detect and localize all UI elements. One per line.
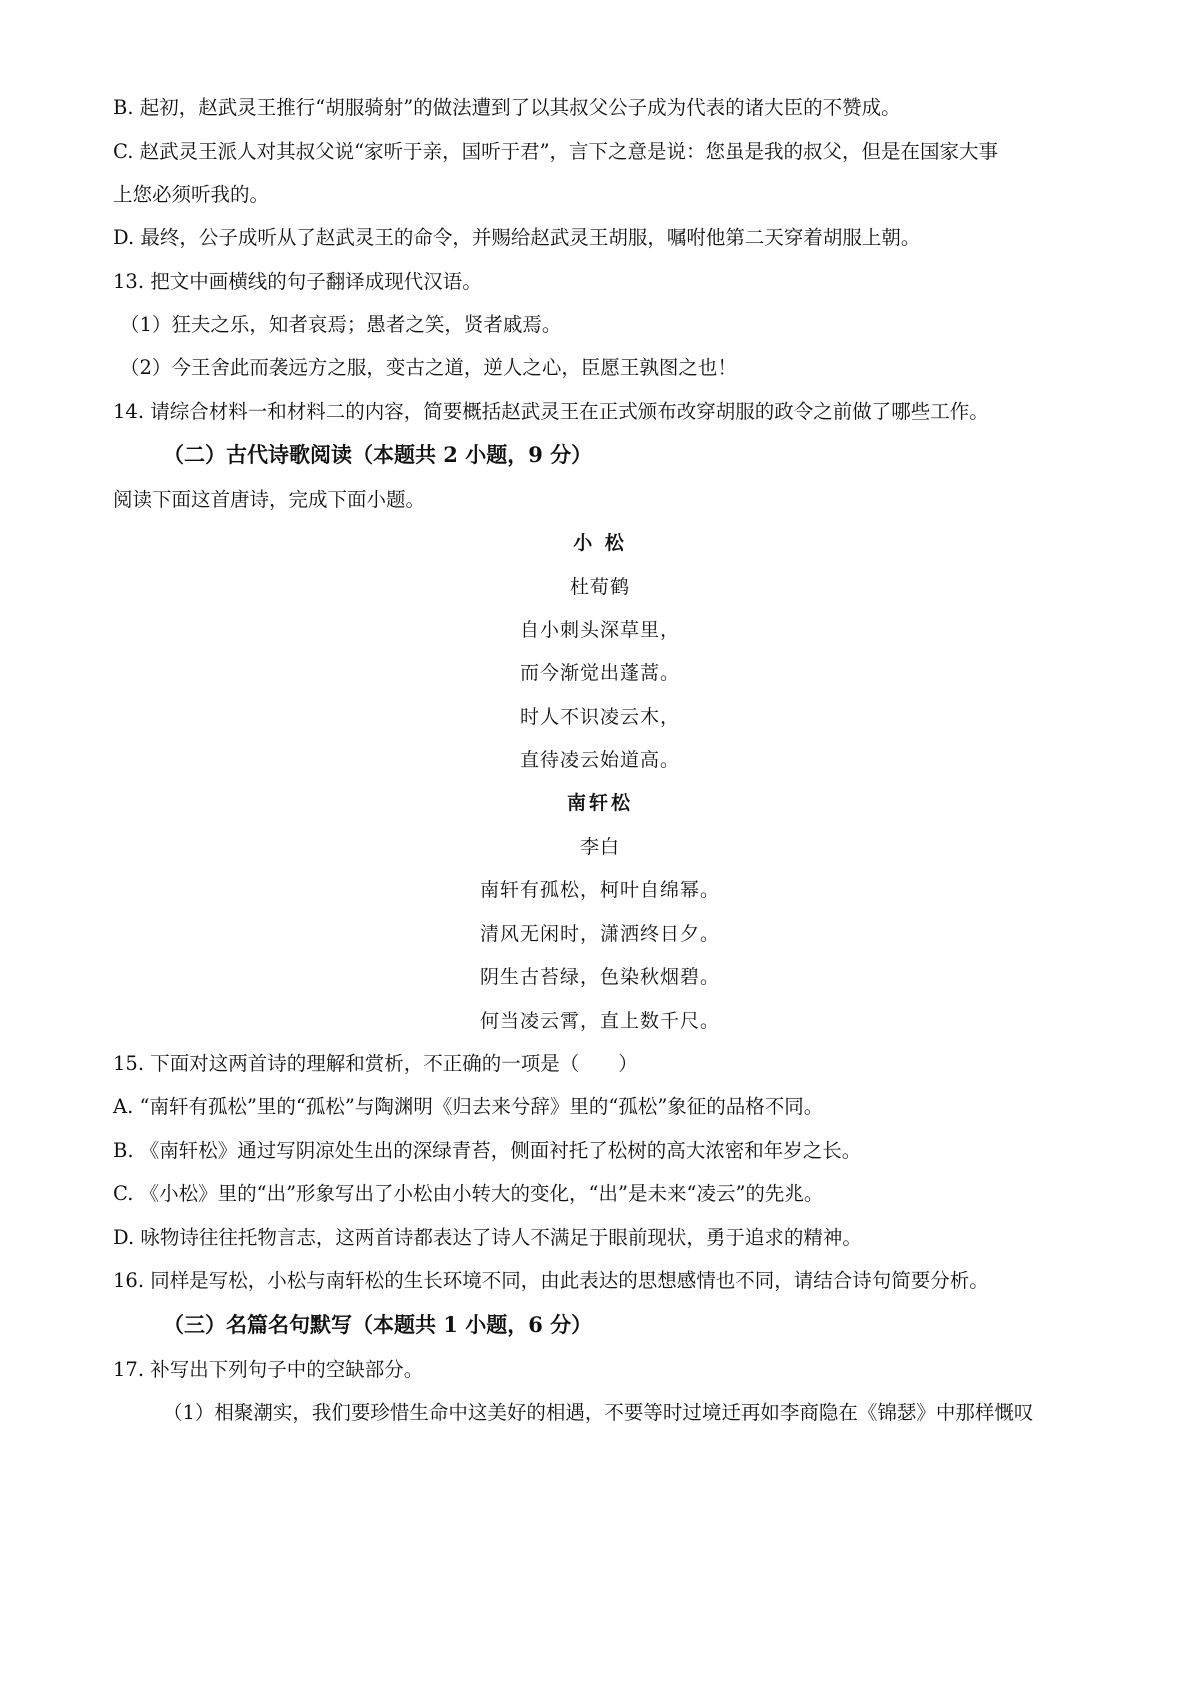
q12-option-c-line1: C. 赵武灵王派人对其叔父说“家听于亲，国听于君”，言下之意是说：您虽是我的叔父，但是在国家大事 [113,140,999,163]
q17-stem: 17. 补写出下列句子中的空缺部分。 [113,1358,424,1381]
q15-option-a: A. “南轩有孤松”里的“孤松”与陶渊明《归去来兮辞》里的“孤松”象征的品格不同。 [113,1095,824,1118]
poem1-title: 小 松 [573,532,627,554]
q15-option-c: C. 《小松》里的“出”形象写出了小松由小转大的变化，“出”是未来“凌云”的先兆。 [113,1182,824,1205]
q13-item2: （2）今王舍此而袭远方之服，变古之道，逆人之心，臣愿王孰图之也！ [120,356,737,379]
poem2-author: 李白 [579,836,620,858]
poem1-line: 而今渐觉出蓬蒿。 [519,662,680,684]
section2-heading: （二）古代诗歌阅读（本题共 2 小题，9 分） [163,442,593,467]
q15-option-d: D. 咏物诗往往托物言志，这两首诗都表达了诗人不满足于眼前现状，勇于追求的精神。 [113,1226,862,1249]
q16-stem: 16. 同样是写松，小松与南轩松的生长环境不同，由此表达的思想感情也不同，请结合诗句简要分析。 [113,1269,989,1292]
section3-heading: （三）名篇名句默写（本题共 1 小题，6 分） [163,1312,593,1337]
poem2-line: 清风无闲时，潇洒终日夕。 [479,923,720,945]
q17-item1: （1）相聚潮实，我们要珍惜生命中这美好的相遇，不要等时过境迁再如李商隐在《锦瑟》中那样慨叹 [163,1401,1034,1424]
poem1-line: 直待凌云始道高。 [519,749,680,771]
q12-option-b: B. 起初，赵武灵王推行“胡服骑射”的做法遭到了以其叔父公子成为代表的诸大臣的不赞成。 [113,96,901,119]
poem1-line: 时人不识凌云木， [519,706,680,728]
q13-stem: 13. 把文中画横线的句子翻译成现代汉语。 [113,270,482,293]
poem2-line: 何当凌云霄，直上数千尺。 [479,1010,720,1032]
q14-stem: 14. 请综合材料一和材料二的内容，简要概括赵武灵王在正式颁布改穿胡服的政令之前做了哪些工作。 [113,400,989,423]
poem2-line: 阴生古苔绿，色染秋烟碧。 [479,966,720,988]
section2-instruction: 阅读下面这首唐诗，完成下面小题。 [113,488,426,511]
poem1-author: 杜荀鹤 [569,576,630,598]
q12-option-d: D. 最终，公子成听从了赵武灵王的命令，并赐给赵武灵王胡服，嘱咐他第二天穿着胡服上朝。 [113,226,921,249]
poem2-title: 南轩松 [566,792,633,814]
q13-item1: （1）狂夫之乐，知者哀焉；愚者之笑，贤者戚焉。 [120,313,562,336]
poem2-line: 南轩有孤松，柯叶自绵幂。 [479,879,720,901]
q15-option-b: B. 《南轩松》通过写阴凉处生出的深绿青苔，侧面衬托了松树的高大浓密和年岁之长。 [113,1139,862,1162]
q12-option-c-line2: 上您必须听我的。 [113,183,270,206]
q15-stem: 15. 下面对这两首诗的理解和赏析，不正确的一项是（ ） [113,1052,638,1075]
poem1-line: 自小刺头深草里， [519,619,680,641]
